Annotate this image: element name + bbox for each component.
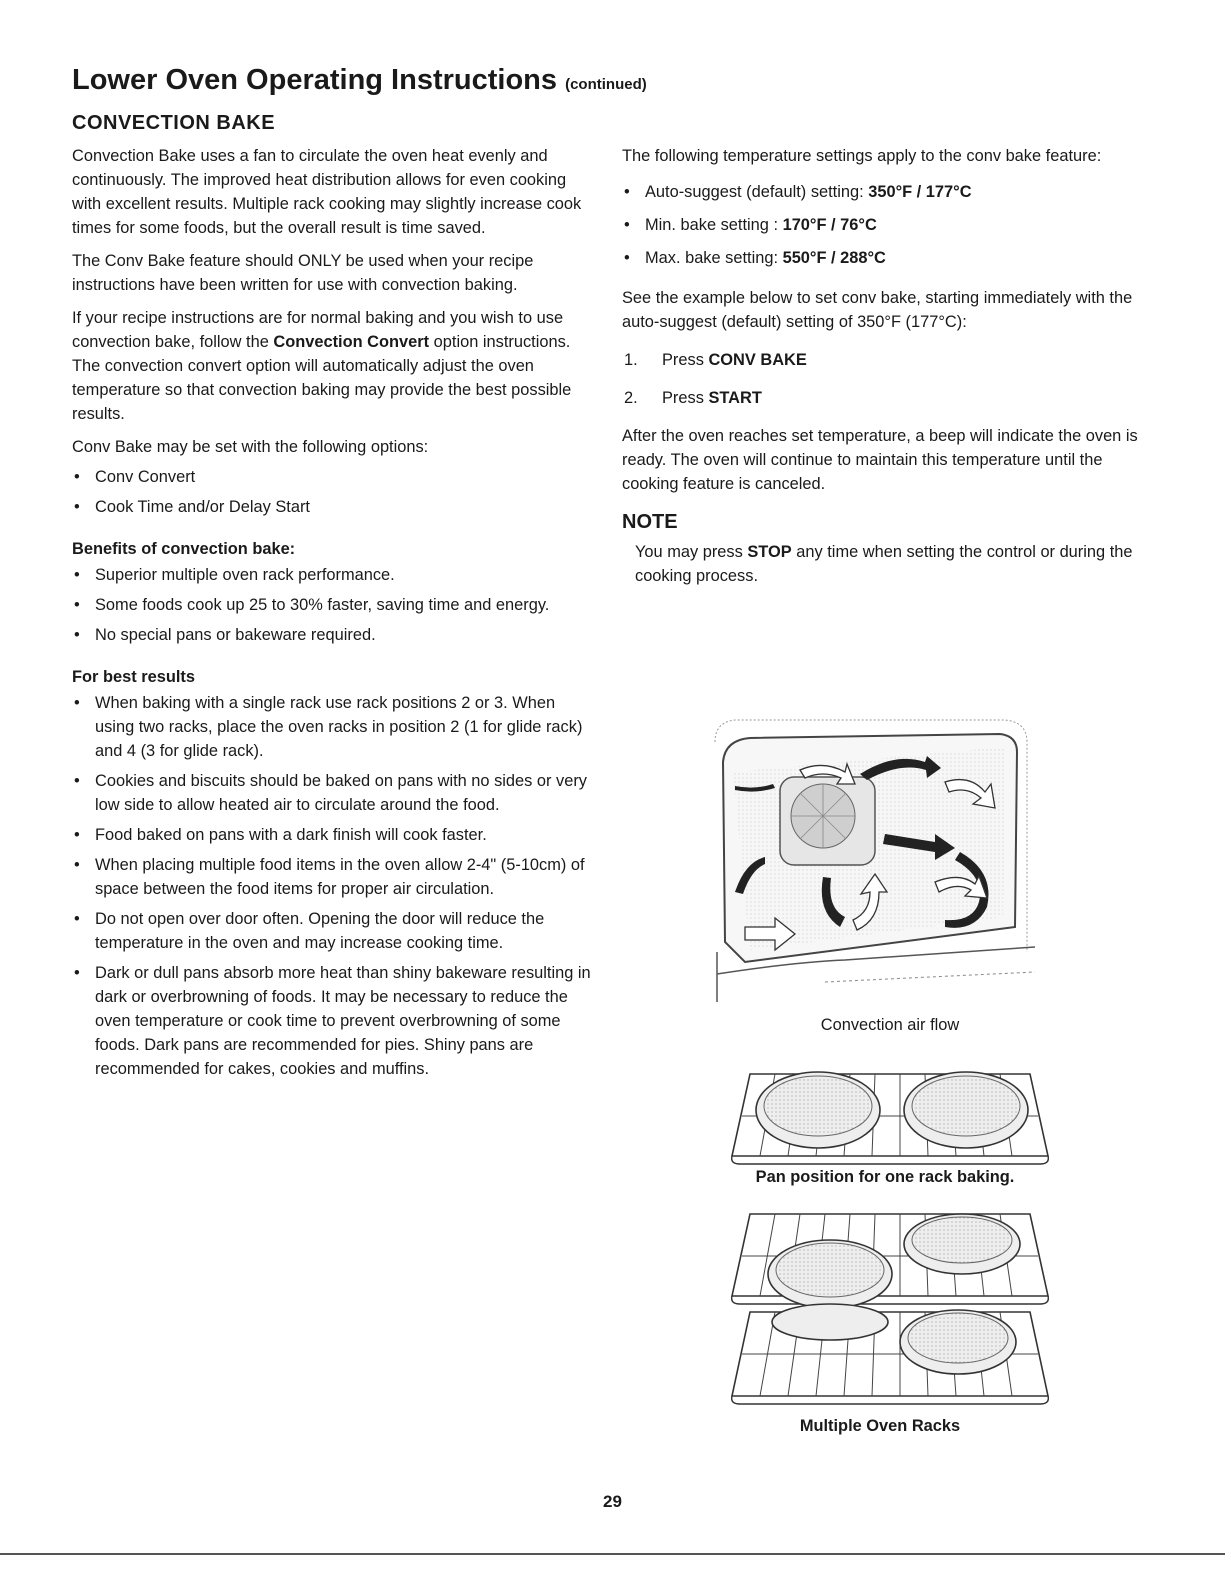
- list-item: • Cook Time and/or Delay Start: [72, 495, 597, 519]
- list-item: • No special pans or bakeware required.: [72, 623, 597, 647]
- temperature-settings-list: [622, 180, 1157, 270]
- benefits-heading: Benefits of convection bake:: [72, 540, 296, 558]
- list-item: • Superior multiple oven rack performance.: [72, 563, 597, 587]
- list-item: • Do not open over door often. Opening the door will reduce the temperature in the oven and may increase cooking time.: [72, 907, 597, 955]
- multiple-racks-caption: Multiple Oven Racks: [799, 1417, 961, 1435]
- section-heading: CONVECTION BAKE: [72, 112, 276, 134]
- convection-airflow-figure: [705, 712, 1045, 1010]
- benefits-list: [72, 563, 597, 647]
- list-item: • Dark or dull pans absorb more heat than shiny bakeware resulting in dark or overbrowning of foods. It may be necessary to reduce the oven temperature or cook time to prevent overbrowning of some foods. Dark pans are recommended for pies. Shiny pans are recommended for cakes, cookies and muffins.: [72, 961, 597, 1081]
- airflow-caption: Convection air flow: [820, 1016, 960, 1034]
- stop-term: STOP: [747, 543, 792, 561]
- step-item: 1. Press CONV BAKE: [624, 351, 807, 369]
- steps-list: [622, 348, 1157, 410]
- list-item: • When baking with a single rack use rack positions 2 or 3. When using two racks, place the oven racks in position 2 (1 for glide rack) and 4 (3 for glide rack).: [72, 691, 597, 763]
- list-item: • Conv Convert: [72, 465, 597, 489]
- intro-paragraph: Convection Bake uses a fan to circulate the oven heat evenly and continuously. The improved heat distribution allows for even cooking with excellent results. Multiple rack cooking may slightly increase cook times for some foods, but the overall result is time saved.: [72, 147, 582, 237]
- right-column: [622, 144, 1157, 588]
- lower-rack: [732, 1304, 1049, 1404]
- list-item: • When placing multiple food items in the oven allow 2-4" (5-10cm) of space between the food items for proper air circulation.: [72, 853, 597, 901]
- example-paragraph: See the example below to set conv bake, starting immediately with the auto-suggest (default) setting of 350°F (177°C):: [622, 289, 1133, 331]
- options-intro: Conv Bake may be set with the following options:: [72, 438, 429, 456]
- best-results-heading: For best results: [72, 668, 195, 686]
- page-number: 29: [603, 1492, 622, 1511]
- list-item: • Cookies and biscuits should be baked on pans with no sides or very low side to allow heated air to circulate around the food.: [72, 769, 597, 817]
- setting-item: • Auto-suggest (default) setting: 350°F / 177°C: [622, 180, 1157, 204]
- settings-intro: The following temperature settings apply to the conv bake feature:: [622, 147, 1102, 165]
- note-body: You may press STOP any time when setting the control or during the cooking process.: [635, 543, 1133, 585]
- multiple-racks-figure: [730, 1208, 1050, 1413]
- page-title-text: Lower Oven Operating Instructions: [72, 64, 558, 96]
- note-heading: NOTE: [622, 511, 678, 533]
- upper-rack: [732, 1214, 1049, 1308]
- usage-paragraph: The Conv Bake feature should ONLY be used when your recipe instructions have been written for use with convection baking.: [72, 252, 534, 294]
- page-title: [72, 64, 647, 97]
- footer-rule: [0, 1553, 1225, 1555]
- options-list: [72, 465, 597, 519]
- setting-item: • Max. bake setting: 550°F / 288°C: [622, 246, 1157, 270]
- convection-convert-term: Convection Convert: [273, 333, 430, 351]
- setting-item: • Min. bake setting : 170°F / 76°C: [622, 213, 1157, 237]
- one-rack-figure: [730, 1066, 1050, 1166]
- list-item: • Food baked on pans with a dark finish will cook faster.: [72, 823, 597, 847]
- after-paragraph: After the oven reaches set temperature, a beep will indicate the oven is ready. The oven will continue to maintain this temperature until the cooking feature is canceled.: [622, 427, 1138, 493]
- left-column: [72, 144, 597, 1090]
- best-results-list: [72, 691, 597, 1081]
- convert-paragraph: If your recipe instructions are for normal baking and you wish to use convection bake, follow the Convection Convert option instructions. The convection convert option will automatically adjust the oven temperature so that convection baking may provide the best possible results.: [72, 309, 572, 423]
- page-title-suffix: (continued): [565, 76, 647, 93]
- one-rack-caption: Pan position for one rack baking.: [755, 1168, 1015, 1186]
- step-item: 2. Press START: [624, 389, 762, 407]
- list-item: • Some foods cook up 25 to 30% faster, saving time and energy.: [72, 593, 597, 617]
